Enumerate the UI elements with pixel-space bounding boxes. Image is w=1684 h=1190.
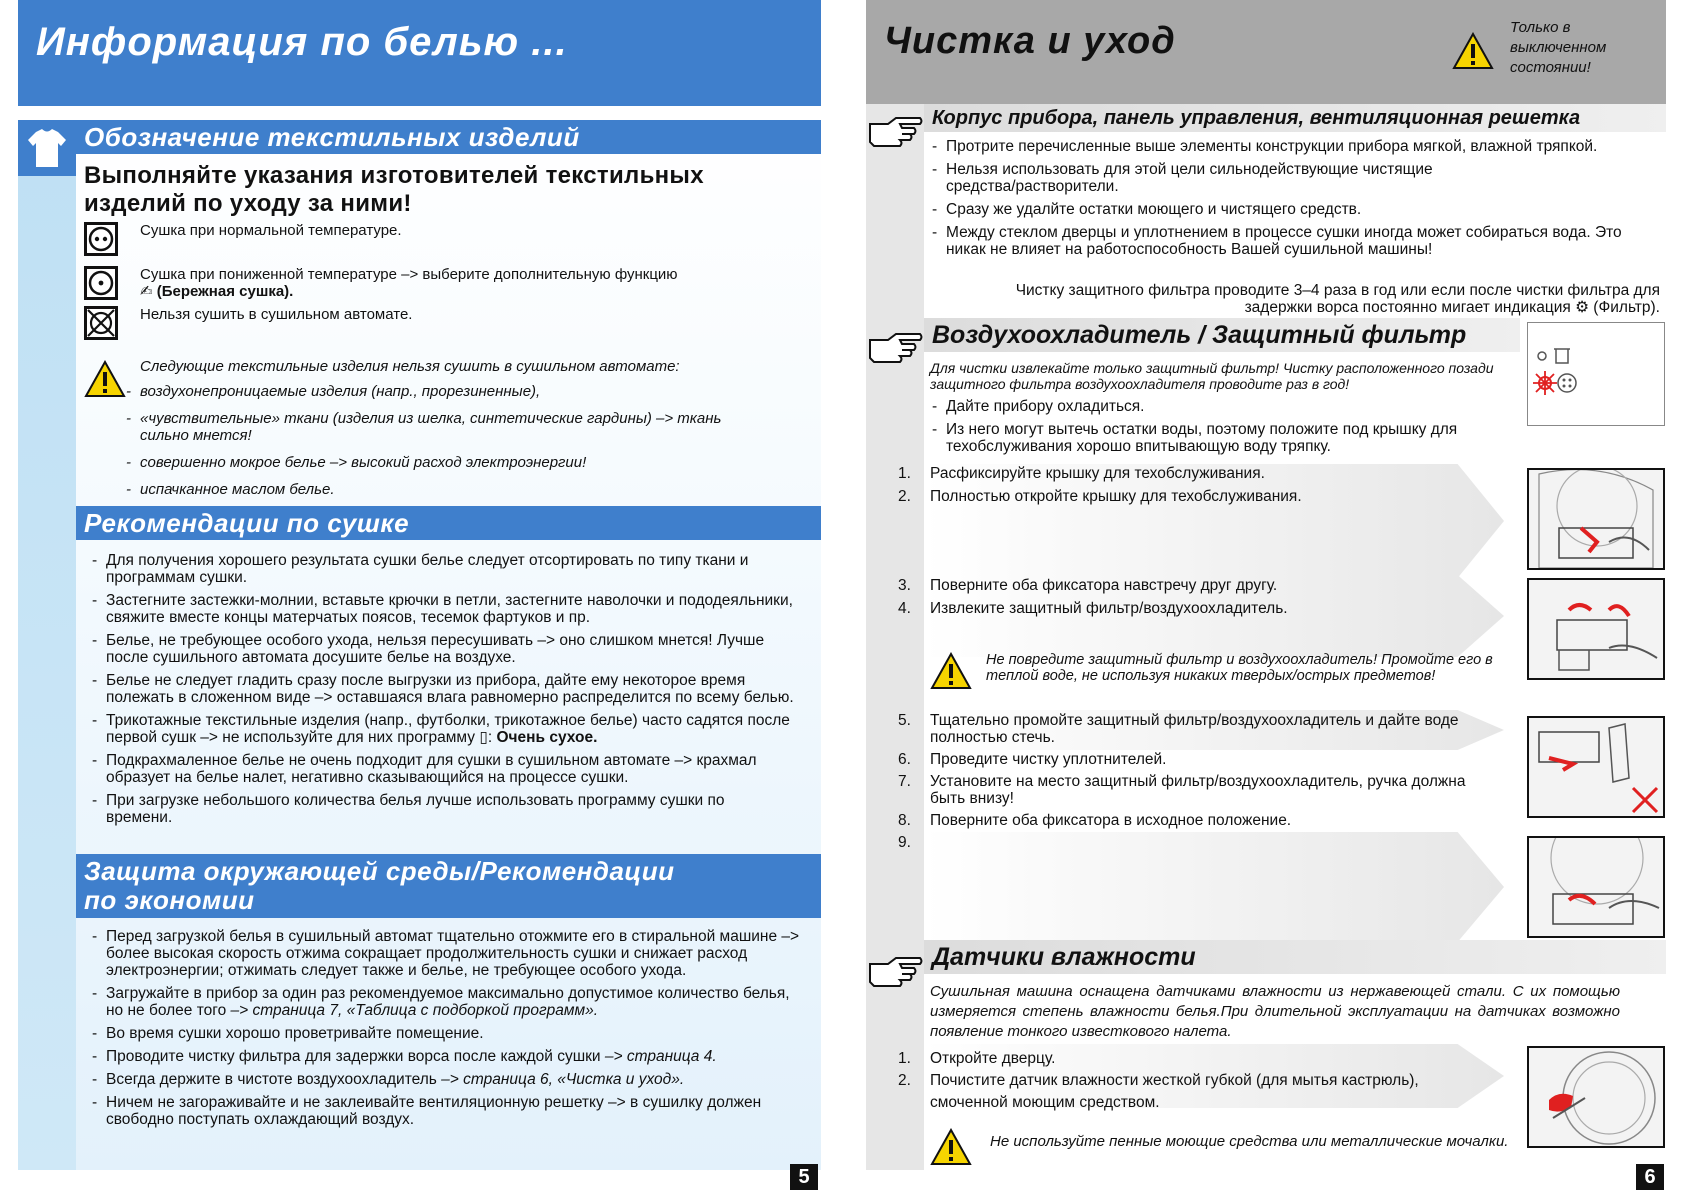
step-item	[898, 577, 1498, 594]
no-tumble-dry-icon	[84, 306, 118, 340]
list-item: - Сразу же удалйте остатки моющего и чистящего средств.	[924, 201, 1644, 218]
list-item: - Дайте прибору охладиться.	[924, 398, 1504, 415]
step-number: 4.	[898, 600, 911, 617]
warning-icon	[930, 1128, 972, 1166]
list-item: - Ничем не загораживайте и не заклеивайте вентиляционную решетку –> в сушилку должен свободно поступать охлаждающий воздух.	[84, 1094, 804, 1128]
indicator-panel	[1527, 322, 1665, 426]
list-item: - Перед загрузкой белья в сушильный автомат тщательно отожмите его в стиральной машине –> более высокая скорость отжима сокращает продолжительность сушки и снижает расход электроэнергии; отжимать следует также и белье, не требующее особого ухода.	[84, 928, 804, 979]
textile-marks-heading: Обозначение текстильных изделий	[76, 120, 821, 154]
symbol-normal-text: Сушка при нормальной температуре.	[140, 222, 402, 239]
sensors-heading: Датчики влажности	[924, 940, 1666, 974]
list-item: - Из него могут вытечь остатки воды, поэтому положите под крышку для техобслуживания хорошо впитывающую воду тряпку.	[924, 421, 1504, 455]
step-number: 1.	[898, 1050, 911, 1067]
shirt-icon	[18, 120, 76, 176]
pointing-hand-icon	[866, 328, 924, 366]
step-item	[898, 751, 1498, 768]
step-number: 8.	[898, 812, 911, 829]
step-text: Откройте дверцу.	[930, 1050, 1056, 1067]
step-item	[898, 1070, 1488, 1114]
pointing-hand-icon	[866, 112, 924, 150]
cooler-text: Всегда держите в чистоте воздухоохладитель	[106, 1071, 437, 1088]
list-item: - Белье, не требующее особого ухода, нельзя пересушивать –> оно слишком мнется! Лучше после сушильного автомата досушите белье на воздухе.	[84, 632, 784, 666]
step-item	[898, 812, 1498, 829]
list-item: - Белье не следует гладить сразу после выгрузки из прибора, дайте ему некоторое время полежать в сложенном виде –> оставшаяся влага равномерно распределится по всему белью.	[84, 672, 814, 706]
air-cooler-list	[924, 398, 1504, 461]
dry-low-icon	[84, 266, 118, 300]
step-item	[898, 600, 1498, 617]
housing-list	[924, 138, 1644, 264]
drying-tips-heading: Рекомендации по сушке	[76, 506, 821, 540]
step-item	[898, 465, 1498, 482]
step-number: 9.	[898, 834, 911, 851]
power-off-note: Только в выключенном состоянии!	[1510, 19, 1607, 76]
sensors-warning: Не используйте пенные моющие средства или металлические мочалки.	[990, 1133, 1509, 1150]
step-number: 2.	[898, 488, 911, 505]
step-number: 2.	[898, 1072, 911, 1089]
step-text: Почистите датчик влажности жесткой губкой (для мытья кастрюль), смоченной моющим средством.	[930, 1072, 1419, 1111]
filter-warning: Не повредите защитный фильтр и воздухоохладитель! Промойте его в теплой воде, не используя никаких твердых/острых предметов!	[986, 652, 1493, 684]
list-item	[84, 985, 804, 1019]
list-item: - совершенно мокрое белье –> высокий расход электроэнергии!	[118, 454, 818, 471]
right-header-title: Чистка и уход	[884, 20, 1176, 62]
sensor-steps	[898, 1048, 1498, 1120]
filter-ref: –> страница 4.	[604, 1048, 717, 1065]
list-item: - Подкрахмаленное белье не очень подходит для сушки в сушильном автомате –> крахмал образует на белье налет, негативно сказывающийся на процессе сушки.	[84, 752, 814, 786]
warning-intro: Следующие текстильные изделия нельзя сушить в сушильном автомате:	[140, 358, 680, 375]
page-number-left: 5	[790, 1164, 818, 1190]
pointing-hand-icon	[866, 952, 924, 990]
symbol-forbidden-text: Нельзя сушить в сушильном автомате.	[140, 306, 413, 323]
photo-close-cover	[1527, 836, 1665, 938]
load-text: Загружайте в прибор за один раз рекомендуемое максимально допустимое количество белья, но не более того	[106, 985, 790, 1019]
step-item	[898, 488, 1498, 505]
symbol-row-normal	[84, 222, 804, 262]
step-text: Извлеките защитный фильтр/воздухоохладитель.	[930, 600, 1288, 617]
step-item	[898, 773, 1488, 807]
step-text: Расфиксируйте крышку для техобслуживания.	[930, 465, 1265, 482]
symbol-low-text-b: (Бережная сушка).	[156, 283, 294, 300]
list-item: - Трикотажные текстильные изделия (напр., футболки, трикотажное белье) часто садятся после первой сушк –> не используйте для них программу ▯: Очень сухое.	[84, 712, 814, 746]
symbol-row-forbidden	[84, 306, 804, 346]
list-item: - Застегните застежки-молнии, вставьте крючки в петли, застегните наволочки и пододеяльники, свяжите вместе концы матерчатых поясов, тесемок фартуков и пр.	[84, 592, 814, 626]
symbol-row-low	[84, 266, 804, 306]
symbol-low-text	[140, 266, 820, 300]
step-text: Установите на место защитный фильтр/воздухоохладитель, ручка должна быть внизу!	[930, 773, 1466, 807]
dry-normal-icon	[84, 222, 118, 256]
cooler-ref: –> страница 6, «Чистка и уход».	[441, 1071, 685, 1088]
list-item: - Во время сушки хорошо проветривайте помещение.	[84, 1025, 804, 1042]
warning-icon	[1452, 32, 1494, 70]
load-ref: –> страница 7, «Таблица с подборкой программ».	[230, 1002, 599, 1019]
eco-heading-line2: по экономии	[84, 885, 255, 915]
step-number: 7.	[898, 773, 911, 790]
photo-open-cover	[1527, 468, 1665, 570]
step-number: 3.	[898, 577, 911, 594]
left-header	[18, 0, 821, 106]
symbol-low-text-a: Сушка при пониженной температуре –> выберите дополнительную функцию	[140, 266, 678, 283]
knit-program: Очень сухое.	[496, 729, 598, 746]
steps-arrow-bg	[924, 832, 1504, 942]
list-item: - «чувствительные» ткани (изделия из шелка, синтетические гардины) –> ткань сильно мнется!	[118, 410, 748, 444]
list-item	[84, 1071, 804, 1088]
step-text: Проведите чистку уплотнителей.	[930, 751, 1167, 768]
step-item	[898, 1048, 1498, 1070]
step-text: Поверните оба фиксатора навстречу друг другу.	[930, 577, 1278, 594]
step-text: Поверните оба фиксатора в исходное положение.	[930, 812, 1292, 829]
photo-sensor-cleaning	[1527, 1046, 1665, 1148]
eco-heading-line1: Защита окружающей среды/Рекомендации	[84, 856, 675, 886]
list-item: - При загрузке небольшого количества белья лучше использовать программу сушки по времени.	[84, 792, 784, 826]
extra-dry-icon: ▯	[479, 729, 488, 746]
warning-icon	[930, 652, 972, 690]
left-side-strip	[18, 120, 76, 1170]
housing-heading: Корпус прибора, панель управления, вентиляционная решетка	[924, 104, 1666, 132]
sensors-intro: Сушильная машина оснащена датчиками влажности из нержавеющей стали. С их помощью измеряется степень влажности белья.При длительной эксплуатации на датчиках возможно появление тонкого известкового налета.	[930, 983, 1620, 1040]
steps-3-4	[898, 577, 1498, 623]
air-cooler-heading: Воздухоохладитель / Защитный фильтр	[924, 318, 1520, 352]
eco-list	[84, 928, 804, 1134]
step-number: 1.	[898, 465, 911, 482]
filter-cleaning-note: Чистку защитного фильтра проводите 3–4 раза в год или если после чистки фильтра для задержки ворса постоянно мигает индикация ⚙ (Фильтр).	[1015, 282, 1660, 316]
step-item	[898, 712, 1488, 746]
eco-heading	[76, 854, 821, 918]
list-item: - Для получения хорошего результата сушки белье следует отсортировать по типу ткани и программам сушки.	[84, 552, 784, 586]
step-number: 5.	[898, 712, 911, 729]
left-header-title: Информация по белью ...	[36, 20, 568, 64]
list-item: - воздухонепроницаемые изделия (напр., прорезиненные),	[118, 383, 818, 400]
right-side-strip	[866, 104, 924, 1170]
warning-list	[118, 383, 818, 498]
page-number-right: 6	[1636, 1164, 1664, 1190]
list-item: - Протрите перечисленные выше элементы конструкции прибора мягкой, влажной тряпкой.	[924, 138, 1604, 155]
knit-text: Трикотажные текстильные изделия (напр., футболки, трикотажное белье) часто садятся после первой сушк –> не используйте для них программу	[106, 712, 790, 746]
air-cooler-intro: Для чистки извлекайте только защитный фильтр! Чистку расположенного позади защитного фильтра воздухоохладителя проводите раз в год!	[930, 360, 1494, 392]
list-item: - Нельзя использовать для этой цели сильнодействующие чистящие средства/растворители.	[924, 161, 1504, 195]
photo-reinsert-filter	[1527, 716, 1665, 818]
textile-intro: Выполняйте указания изготовителей текстильных изделий по уходу за ними!	[84, 162, 704, 217]
step-number: 6.	[898, 751, 911, 768]
gentle-dry-icon: ✍	[140, 283, 157, 300]
list-item	[84, 1048, 804, 1065]
steps-1-2	[898, 465, 1498, 511]
drying-tips-list	[84, 552, 814, 832]
photo-remove-filter	[1527, 578, 1665, 680]
list-item: - испачканное маслом белье.	[118, 481, 818, 498]
list-item: - Между стеклом дверцы и уплотнением в процессе сушки иногда может собираться вода. Это никак не влияет на работоспособность Вашей сушильной машины!	[924, 224, 1644, 258]
filter-text: Проводите чистку фильтра для задержки ворса после каждой сушки	[106, 1048, 601, 1065]
step-text: Полностью откройте крышку для техобслуживания.	[930, 488, 1302, 505]
step-text: Тщательно промойте защитный фильтр/воздухоохладитель и дайте воде полностью стечь.	[930, 712, 1459, 746]
